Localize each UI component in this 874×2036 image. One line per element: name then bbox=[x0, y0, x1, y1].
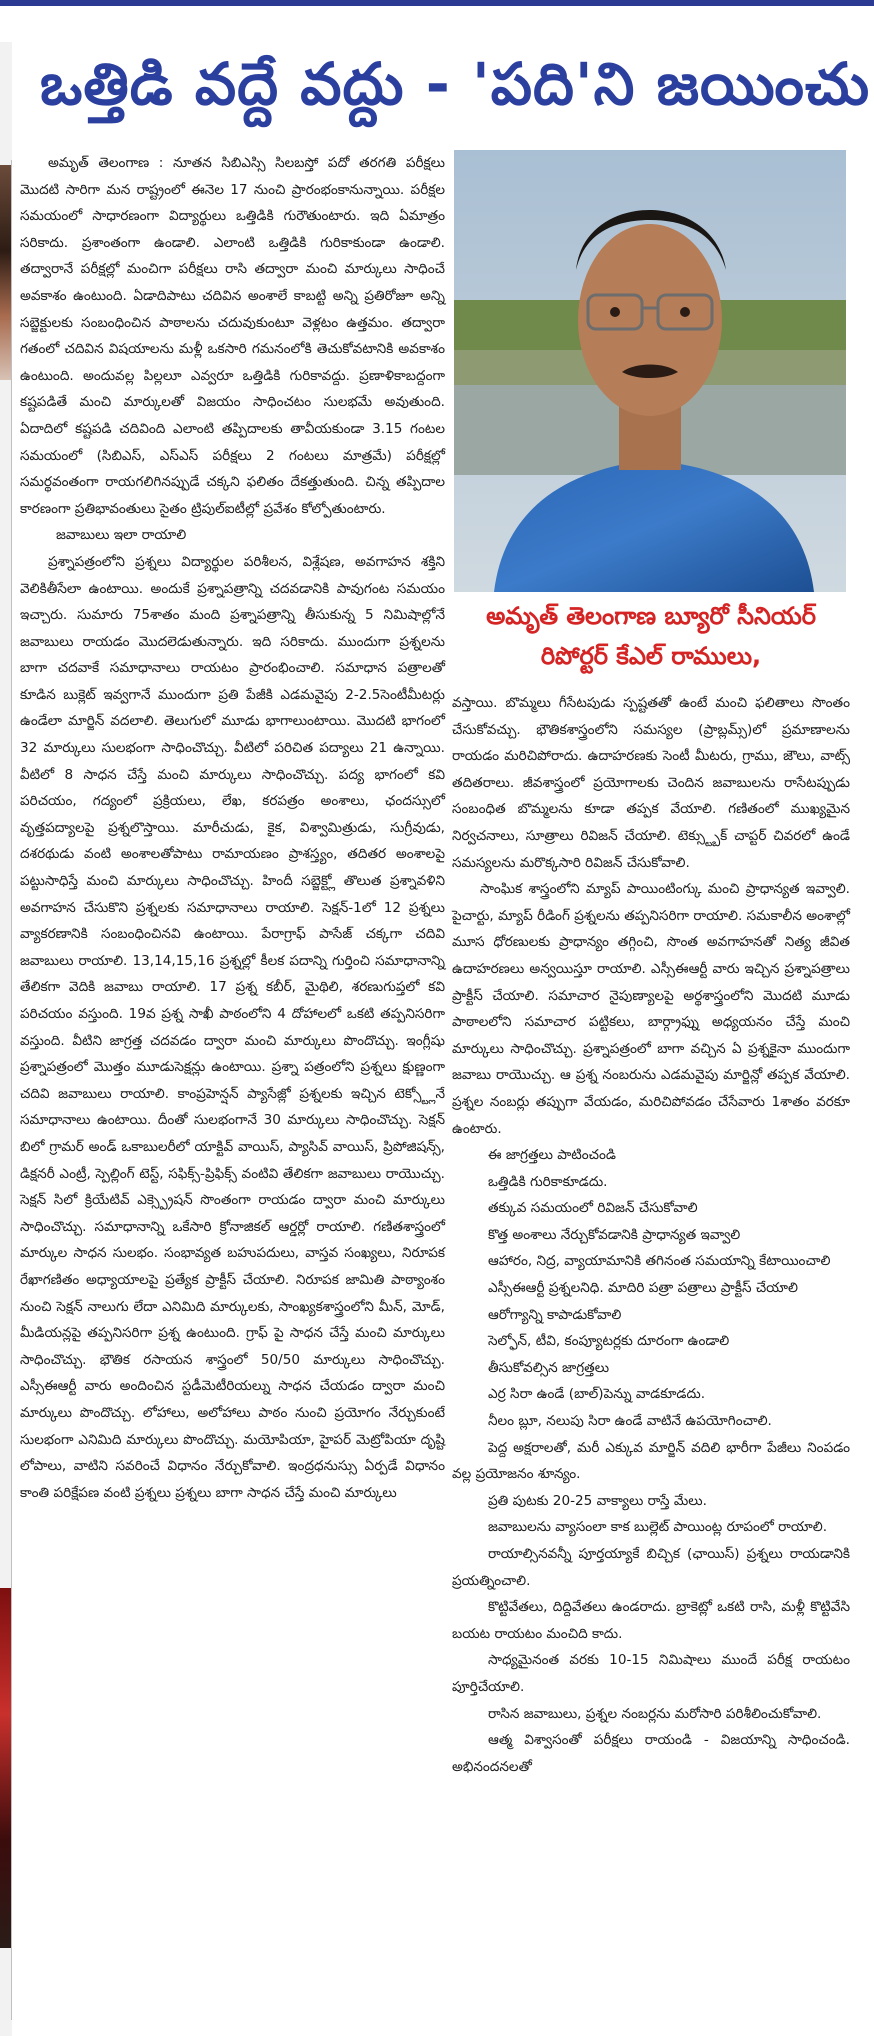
social-studies-paragraph: సాంఘిక శాస్త్రంలోని మ్యాప్ పాయింటింగ్కు మంచి ప్రాధాన్యత ఇవ్వాలి. పైచార్టు, మ్యాప్ రీడింగ్ ప్రశ్నలను తప్పనిసరిగా రాయాలి. సమకాలీన అంశాల్లో మూస ధోరణులకు ప్రాధాన్యం తగ్గించి, సొంత అవగాహనతో నిత్య జీవిత ఉదాహరణలు అన్వయిస్తూ రాయాలి. ఎస్సీఈఆర్టీ వారు ఇచ్చిన ప్రశ్నాపత్రాలు ప్రాక్టీస్ చేయాలి. సమాచార నైపుణ్యాలపై అర్థశాస్త్రంలోని మొదటి మూడు పాఠాలలోని సమాచార పట్టికలు, బార్గ్రాఫ్ను అధ్యయనం చేస్తే మంచి మార్కులు సాధించొచ్చు. ప్రశ్నాపత్రంలో బాగా వచ్చిన ఏ ప్రశ్నకైనా ముందుగా జవాబు రాయొచ్చు. ఆ ప్రశ్న నంబరును ఎడమవైపు మార్జిన్లో తప్పక వేయాలి. ప్రశ్నల నంబర్లు తప్పుగా వేయడం, మరిచిపోవడం చేసేవారు 1శాతం వరకూ ఉంటారు. bbox=[452, 881, 850, 1137]
continued-paragraph: వస్తాయి. బొమ్మలు గీసేటపుడు స్పష్టతతో ఉంటే మంచి ఫలితాలు సొంతం చేసుకోవచ్చు. భౌతికశాస్త్రంలోని సమస్యల (ప్రాబ్లమ్స్)లో ప్రమాణాలను రాయడం మరిచిపోరాదు. ఉదాహరణకు సెంటీ మీటరు, గ్రాము, జౌలు, వాట్స్ తదితరాలు. జీవశాస్త్రంలో ప్రయోగాలకు చెందిన జవాబులను రాసేటప్పుడు సంబంధిత బొమ్మలను కూడా తప్పక వేయాలి. గణితంలో ముఖ్యమైన నిర్వచనాలు, సూత్రాలు రివిజన్ చేయాలి. టెక్స్ట్బుక్ చాప్టర్ చివరలో ఉండే సమస్యలను మరొక్కసారి రివిజన్ చేసుకోవాలి. bbox=[452, 695, 850, 871]
adjacent-photo-fragment-2 bbox=[0, 1588, 11, 1948]
precaution-item: పెద్ద అక్షరాలతో, మరీ ఎక్కువ మార్జిన్ వదిలి భారీగా పేజీలు నింపడం వల్ల ప్రయోజనం శూన్యం. bbox=[452, 1439, 850, 1483]
precaution-item: కొట్టివేతలు, దిద్దివేతలు ఉండరాదు. బ్రాకెట్లో ఒకటి రాసి, మళ్లీ కొట్టివేసి బయట రాయటం మంచిది కాదు. bbox=[452, 1599, 850, 1642]
headline: ఒత్తిడి వద్దే వద్దు - 'పది'ని జయించు bbox=[40, 50, 871, 118]
subheading-how-to-write: జవాబులు ఇలా రాయాలి bbox=[56, 527, 187, 544]
tip-item: కొత్త అంశాలు నేర్చుకోవడానికి ప్రాధాన్యత ఇవ్వాలి bbox=[488, 1226, 741, 1243]
photo-caption: అమృత్ తెలంగాణ బ్యూరో సీనియర్ రిపోర్టర్ కేఎల్ రాములు, bbox=[486, 602, 816, 670]
article-column-1 bbox=[20, 150, 445, 1506]
tip-item: తక్కువ సమయంలో రివిజన్ చేసుకోవాలి bbox=[488, 1200, 698, 1217]
article-column-2 bbox=[452, 690, 850, 1780]
precaution-item: రాసిన జవాబులు, ప్రశ్నల నంబర్లను మరోసారి పరిశీలించుకోవాలి. bbox=[488, 1705, 822, 1722]
precautions-heading: తీసుకోవల్సిన జాగ్రత్తలు bbox=[488, 1359, 610, 1376]
top-rule bbox=[0, 0, 874, 6]
precaution-item: ప్రతి పుటకు 20-25 వాక్యాలు రాస్తే మేలు. bbox=[488, 1492, 707, 1509]
reporter-portrait-illustration bbox=[454, 150, 846, 592]
column-divider bbox=[11, 160, 12, 2020]
reporter-photo bbox=[454, 150, 846, 592]
intro-paragraph: అమృత్ తెలంగాణ : నూతన సిబిఎస్సి సిలబస్తో పదో తరగతి పరీక్షలు మొదటి సారిగా మన రాష్ట్రంలో ఈనెల 17 నుంచి ప్రారంభంకానున్నాయి. పరీక్షల సమయంలో సాధారణంగా విద్యార్థులు ఒత్తిడికి గురౌతుంటారు. ఇది ఏమాత్రం సరికాదు. ప్రశాంతంగా ఉండాలి. ఎలాంటి ఒత్తిడికి గురికాకుండా ఉండాలి. తద్వారానే పరీక్షల్లో మంచిగా పరీక్షలు రాసి తద్వారా మంచి మార్కులు సాధించే అవకాశం ఉంటుంది. ఏడాదిపాటు చదివిన అంశాలే కాబట్టి అన్ని ప్రతిరోజూ అన్ని సబ్జెక్టులకు సంబంధించిన పాఠాలను చదువుకుంటూ వెళ్లటం ఉత్తమం. తద్వారా గతంలో చదివిన విషయాలను మళ్లీ ఒకసారి గమనంలోకి తెచుకోవటానికి అవకాశం ఉంటుంది. అందువల్ల పిల్లలూ ఎవ్వరూ ఒత్తిడికి గురికావద్దు. ప్రణాళికాబద్దంగా కష్టపడితే మంచి మార్కులతో విజయం సాధించటం సులభమే అవుతుంది. ఏదాదిలో కష్టపడి చదివింది ఎలాంటి తప్పిదాలకు తావీయకుండా 3.15 గంటల సమయంలో (సిబిఎస్, ఎస్ఎస్ పరీక్షలు 2 గంటలు మాత్రమే) పరీక్షల్లో సమర్థవంతంగా రాయగలిగినప్పుడే చక్కని ఫలితం దేకత్తుతుంది. చిన్న తప్పిదాల కారణంగా ప్రతిభావంతులు సైతం ట్రిపుల్ఐటీల్లో ప్రవేశం కోల్పోతుంటారు. bbox=[20, 155, 445, 517]
precaution-item: ఎర్ర సిరా ఉండే (బాల్)పెన్ను వాడకూడదు. bbox=[488, 1386, 706, 1403]
tip-item: ఆరోగ్యాన్ని కాపాడుకోవాలి bbox=[488, 1306, 622, 1323]
tips-heading: ఈ జాగ్రత్తలు పాటించండి bbox=[488, 1147, 616, 1164]
precaution-item: జవాబులను వ్యాసంలా కాక బుల్లెట్ పాయింట్ల రూపంలో రాయాలి. bbox=[488, 1519, 828, 1536]
tip-item: సెల్ఫోన్, టీవి, కంప్యూటర్లకు దూరంగా ఉండాలి bbox=[488, 1333, 730, 1350]
tip-item: ఎస్సీఈఆర్టీ ప్రశ్నలనిధి. మాదిరి పత్రా పత్రాలు ప్రాక్టీస్ చేయాలి bbox=[488, 1280, 798, 1297]
tip-item: ఆహారం, నిద్ర, వ్యాయామానికి తగినంత సమయాన్ని కేటాయించాలి bbox=[488, 1253, 831, 1270]
precaution-item: సాధ్యమైనంత వరకు 10-15 నిమిషాలు ముందే పరీక్ష రాయటం పూర్తిచేయాలి. bbox=[452, 1652, 850, 1695]
precaution-item: రాయాల్సినవన్నీ పూర్తయ్యాకే బిచ్చిక (ఛాయిస్) ప్రశ్నలు రాయడానికి ప్రయత్నించాలి. bbox=[452, 1546, 850, 1589]
adjacent-photo-fragment bbox=[0, 165, 11, 380]
tip-item: ఒత్తిడికి గురికాకూడదు. bbox=[488, 1173, 608, 1190]
precaution-item: నీలం బ్లూ, నలుపు సిరా ఉండే వాటినే ఉపయోగించాలి. bbox=[488, 1413, 772, 1430]
body-paragraph: ప్రశ్నాపత్రంలోని ప్రశ్నలు విద్యార్థుల పరిశీలన, విశ్లేషణ, అవగాహన శక్తిని వెలికితీసేలా ఉంటాయి. అందుకే ప్రశ్నాపత్రాన్ని చదవడానికి పావుగంట సమయం ఇచ్చారు. సుమారు 75శాతం మంది ప్రశ్నాపత్రాన్ని తీసుకున్న 5 నిమిషాల్లోనే జవాబులు రాయడం మొదలెడుతున్నారు. ఇది సరికాదు. ముందుగా ప్రశ్నలను బాగా చదవాకే సమాధానాలు రాయటం ప్రారంభించాలి. సమాధాన పత్రాలతో కూడిన బుక్లెట్ ఇవ్వగానే ముందుగా ప్రతి పేజీకి ఎడమవైపు 2-2.5సెంటీమీటర్లు ఉండేలా మార్జిన్ వదలాలి. తెలుగులో మూడు భాగాలుంటాయి. మొదటి భాగంలో 32 మార్కులు సులభంగా సాధించొచ్చు. వీటిలో పరిచిత పద్యాలు 21 ఉన్నాయి. వీటిలో 8 సాధన చేస్తే మంచి మార్కులు సాధించొచ్చు. పద్య భాగంలో కవి పరిచయం, గద్యంలో ప్రక్రియలు, లేఖ, కరపత్రం అంశాలు, ఛందస్సులో వృత్తపద్యాలపై ప్రశ్నలొస్తాయి. మారీచుడు, కైక, విశ్వామిత్రుడు, సుగ్రీవుడు, దశరథుడు వంటి అంశాలతోపాటు రామాయణం ప్రాశస్త్యం, తదితర అంశాలపై పట్టుసాధిస్తే మంచి మార్కులు సాధించొచ్చు. హిందీ సబ్జెక్ట్లో తొలుత ప్రశ్నావళిని అవగాహన చేసుకొని ప్రశ్నలకు సమాధానాలు రాయాలి. సెక్షన్-1లో 12 ప్రశ్నలు వ్యాకరణానికి సంబంధించినవి ఉంటాయి. పేరాగ్రాఫ్ పాసేజ్ చక్కగా చదివి జవాబులు రాయాలి. 13,14,15,16 ప్రశ్నల్లో కీలక పదాన్ని గుర్తించి సమాధానాన్ని తేలికగా వెదికి జవాబు రాయాలి. 17 ప్రశ్న కబీర్, మైథిలి, శరణుగుప్తలో కవి పరిచయం వస్తుంది. 19వ ప్రశ్న సాఖీ పాఠంలోని 4 దోహాలలో ఒకటి తప్పనిసరిగా వస్తుంది. వీటిని జాగ్రత్త చదవడం ద్వారా మంచి మార్కులు పొందొచ్చు. ఇంగ్లీషు ప్రశ్నాపత్రంలో మొత్తం మూడుసెక్షన్లు ఉంటాయి. ప్రశ్నా పత్రంలోని ప్రశ్నలు క్షుణ్ణంగా చదివి జవాబులు రాయాలి. కాంప్రహెన్షన్ ప్యాసేజ్లో ప్రశ్నలకు ఇచ్చిన టెక్స్ట్లోనే సమాధానాలు ఉంటాయి. దీంతో సులభంగానే 30 మార్కులు సాధించొచ్చు. సెక్షన్ బిలో గ్రామర్ అండ్ ఒకాబులరీలో యాక్టివ్ వాయిస్, ప్యాసివ్ వాయిస్, ప్రిపోజిషన్స్, డిక్షనరీ ఎంట్రీ, స్పెల్లింగ్ టెస్ట్, సఫిక్స్-ప్రిఫిక్స్ వంటివి తేలికగా జవాబులు రాయొచ్చు. సెక్షన్ సిలో క్రియేటివ్ ఎక్స్ప్రెషన్ సొంతంగా రాయడం ద్వారా మంచి మార్కులు సాధించొచ్చు. సమాధానాన్ని ఒకేసారి క్రోనాజికల్ ఆర్డర్లో రాయాలి. గణితశాస్త్రంలో మార్కుల సాధన సులభం. సంభావ్యత బహుపదులు, వాస్తవ సంఖ్యలు, నిరూపక రేఖాగణితం అధ్యాయాలపై ప్రత్యేక ప్రాక్టీస్ చేయాలి. నిరూపక జామితి పాఠ్యాంశం నుంచి సెక్షన్ నాలుగు లేదా ఎనిమిది మార్కులకు, సాంఖ్యకశాస్త్రంలోని మీన్, మోడ్, మీడియన్లపై తప్పనిసరిగా ప్రశ్న ఉంటుంది. గ్రాఫ్ పై సాధన చేస్తే మంచి మార్కులు సాధించొచ్చు. భౌతిక రసాయన శాస్త్రంలో 50/50 మార్కులు సాధించొచ్చు. ఎస్సీఈఆర్టీ వారు అందించిన స్టడీమెటీరియల్ను సాధన చేయడం ద్వారా మంచి మార్కులు పొందొచ్చు. లోహాలు, అలోహాలు పాఠం నుంచి ప్రయోగం నేర్చుకుంటే సులభంగా ఎనిమిది మార్కులు పొందొచ్చు. మయోపియా, హైపర్ మెట్రోపియా దృష్టి లోపాలు, వాటిని సవరించే విధానం నేర్చుకోవాలి. ఇంద్రధనుస్సు ఏర్పడే విధానం కాంతి పరిక్షేపణ వంటి ప్రశ్నలు ప్రశ్నలు బాగా సాధన చేస్తే మంచి మార్కులు bbox=[20, 553, 445, 1501]
closing-line: ఆత్మ విశ్వాసంతో పరీక్షలు రాయండి - విజయాన్ని సాధించండి. అభినందనలతో bbox=[452, 1732, 850, 1775]
